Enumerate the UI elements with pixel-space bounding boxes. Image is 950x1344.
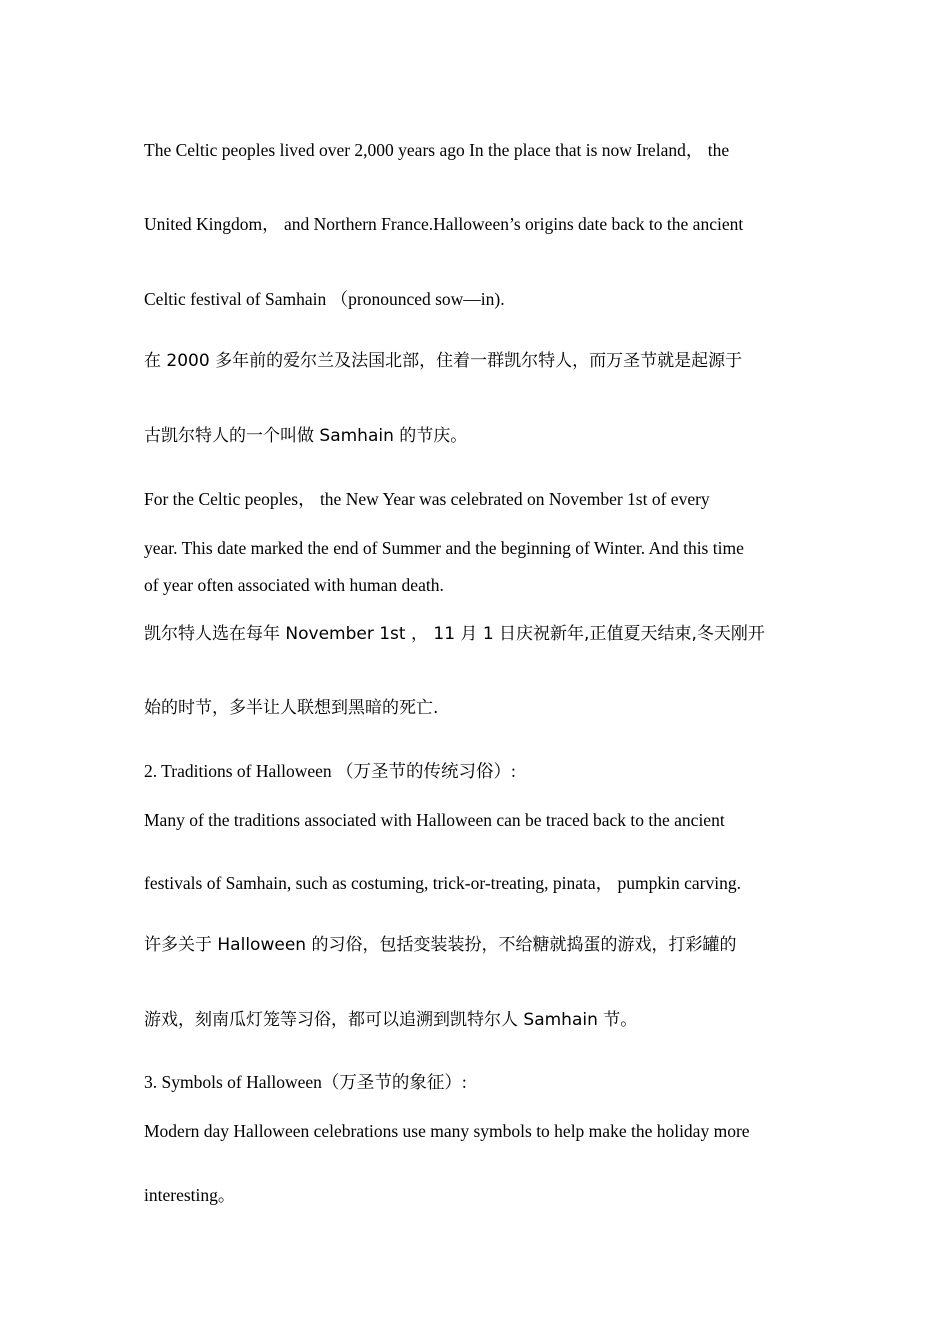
paragraph-2-line-1: For the Celtic peoples， the New Year was celebrated on November 1st of every <box>144 489 710 509</box>
paragraph-3-line-2: festivals of Samhain, such as costuming, trick-or-treating, pinata， pumpkin carving. <box>144 873 741 893</box>
paragraph-1-line-3: Celtic festival of Samhain （pronounced sow—in). <box>144 289 505 309</box>
paragraph-3-translation-line-1: 许多关于 Halloween 的习俗，包括变装装扮，不给糖就捣蛋的游戏，打彩罐的 <box>144 935 737 955</box>
paragraph-2-line-2: year. This date marked the end of Summer and the beginning of Winter. And this time <box>144 538 744 558</box>
paragraph-2-translation-line-2: 始的时节，多半让人联想到黑暗的死亡. <box>144 698 439 718</box>
paragraph-1-line-1: The Celtic peoples lived over 2,000 years ago In the place that is now Ireland， the <box>144 140 730 160</box>
section-heading-symbols: 3. Symbols of Halloween（万圣节的象征）: <box>144 1072 467 1092</box>
section-heading-traditions: 2. Traditions of Halloween （万圣节的传统习俗）: <box>144 761 516 781</box>
paragraph-2-translation-line-1: 凯尔特人选在每年 November 1st ， 11 月 1 日庆祝新年,正值夏天结束,冬天刚开 <box>144 624 765 644</box>
paragraph-1-translation-line-1: 在 2000 多年前的爱尔兰及法国北部，住着一群凯尔特人，而万圣节就是起源于 <box>144 351 743 371</box>
paragraph-4-line-2: interesting。 <box>144 1185 236 1205</box>
paragraph-1-translation-line-2: 古凯尔特人的一个叫做 Samhain 的节庆。 <box>144 426 468 446</box>
paragraph-3-line-1: Many of the traditions associated with Halloween can be traced back to the ancient <box>144 810 725 830</box>
paragraph-2-line-3: of year often associated with human death. <box>144 575 444 595</box>
paragraph-4-line-1: Modern day Halloween celebrations use many symbols to help make the holiday more <box>144 1121 750 1141</box>
paragraph-3-translation-line-2: 游戏，刻南瓜灯笼等习俗，都可以追溯到凯特尔人 Samhain 节。 <box>144 1010 638 1030</box>
paragraph-1-line-2: United Kingdom， and Northern France.Halloween’s origins date back to the ancient <box>144 214 744 234</box>
